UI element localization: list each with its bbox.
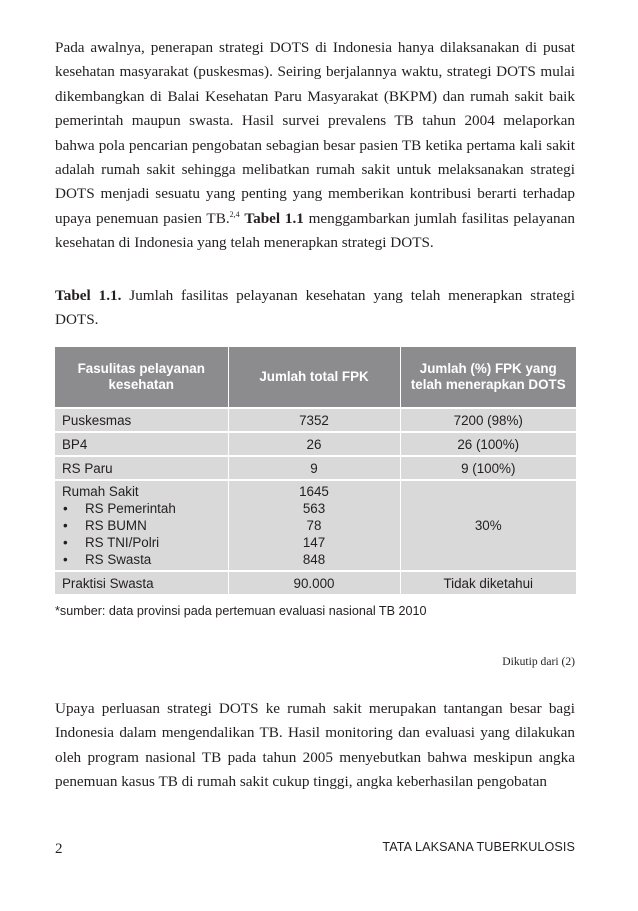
bullet-icon: • bbox=[63, 552, 68, 567]
cell-dots: 26 (100%) bbox=[400, 432, 576, 456]
followup-paragraph: Upaya perluasan strategi DOTS ke rumah sakit merupakan tantangan besar bagi Indonesia dalam mengendalikan TB. Hasil monitoring dan evaluasi yang dilakukan oleh program nasional TB pada tahun 2005 menyebutkan bahwa meskipun angka penemuan kasus TB di rumah sakit cukup tinggi, angka keberhasilan pengobatan bbox=[55, 700, 575, 791]
sub-facility-name: RS Pemerintah bbox=[85, 501, 176, 516]
cell-dots: 30% bbox=[400, 480, 576, 571]
sub-total: 147 bbox=[302, 535, 326, 550]
list-item bbox=[62, 551, 222, 568]
cell-total: 90.000 bbox=[228, 571, 400, 594]
intro-text: Pada awalnya, penerapan strategi DOTS di Indonesia hanya dilaksanakan di pusat kesehatan masyarakat (puskesmas). Seiring berjalannya waktu, strategi DOTS mulai dikembangkan di Balai Kesehatan Paru Masyarakat (BKPM) dan rumah sakit baik pemerintah maupun swasta. Hasil survei prevalens TB tahun 2004 melaporkan bahwa pola pencarian pengobatan sebagian besar pasien TB ketika pertama kali sakit adalah rumah sakit sehingga melibatkan rumah sakit untuk melaksanakan strategi DOTS menjadi sesuatu yang penting yang memberikan kontribusi berarti terhadap upaya penemuan pasien TB. bbox=[55, 39, 575, 227]
list-item bbox=[62, 517, 222, 534]
cell-facility: BP4 bbox=[55, 432, 228, 456]
bullet-icon: • bbox=[63, 535, 68, 550]
table-caption-text: Jumlah fasilitas pelayanan kesehatan yang telah menerapkan strategi DOTS. bbox=[55, 287, 575, 328]
cell-total: 26 bbox=[228, 432, 400, 456]
table-row bbox=[55, 571, 576, 594]
sub-facility-name: RS TNI/Polri bbox=[85, 535, 160, 550]
cell-total-group bbox=[228, 480, 400, 571]
header-total: Jumlah total FPK bbox=[228, 347, 400, 408]
bullet-icon: • bbox=[63, 501, 68, 516]
quote-note: Dikutip dari (2) bbox=[502, 655, 575, 668]
group-name: Rumah Sakit bbox=[62, 484, 139, 499]
sub-total: 78 bbox=[306, 518, 322, 533]
cell-total: 9 bbox=[228, 456, 400, 480]
cell-dots: 9 (100%) bbox=[400, 456, 576, 480]
sub-facility-name: RS BUMN bbox=[85, 518, 147, 533]
intro-text-continued: menggambarkan jumlah fasilitas pelayanan kesehatan di Indonesia yang telah menerapkan strategi DOTS. bbox=[55, 209, 575, 252]
table-row bbox=[55, 456, 576, 480]
table-row-rumah-sakit bbox=[55, 480, 576, 571]
cell-facility: Praktisi Swasta bbox=[55, 571, 228, 594]
sub-total: 563 bbox=[302, 501, 326, 516]
list-item bbox=[62, 500, 222, 517]
table-caption-label: Tabel 1.1. bbox=[55, 287, 122, 304]
page-number: 2 bbox=[55, 841, 63, 857]
table-row bbox=[55, 432, 576, 456]
facilities-table bbox=[55, 347, 576, 594]
list-item bbox=[62, 534, 222, 551]
sub-facility-name: RS Swasta bbox=[85, 552, 152, 567]
source-note: *sumber: data provinsi pada pertemuan evaluasi nasional TB 2010 bbox=[55, 604, 427, 618]
cell-total: 7352 bbox=[228, 408, 400, 432]
citation-superscript: 2,4 bbox=[229, 209, 240, 219]
sub-facility-list bbox=[62, 500, 222, 568]
intro-paragraph bbox=[55, 36, 575, 256]
cell-facility: Puskesmas bbox=[55, 408, 228, 432]
cell-facility-group bbox=[55, 480, 228, 571]
table-row bbox=[55, 408, 576, 432]
cell-facility: RS Paru bbox=[55, 456, 228, 480]
sub-total: 848 bbox=[302, 552, 326, 567]
group-total: 1645 bbox=[299, 484, 329, 499]
table-caption bbox=[55, 284, 575, 332]
bullet-icon: • bbox=[63, 518, 68, 533]
table-reference: Tabel 1.1 bbox=[244, 209, 304, 227]
header-facility: Fasulitas pelayanan kesehatan bbox=[55, 347, 228, 408]
running-title: TATA LAKSANA TUBERKULOSIS bbox=[382, 840, 575, 854]
header-dots: Jumlah (%) FPK yang telah menerapkan DOTS bbox=[400, 347, 576, 408]
cell-dots: 7200 (98%) bbox=[400, 408, 576, 432]
table-header-row bbox=[55, 347, 576, 408]
cell-dots: Tidak diketahui bbox=[400, 571, 576, 594]
